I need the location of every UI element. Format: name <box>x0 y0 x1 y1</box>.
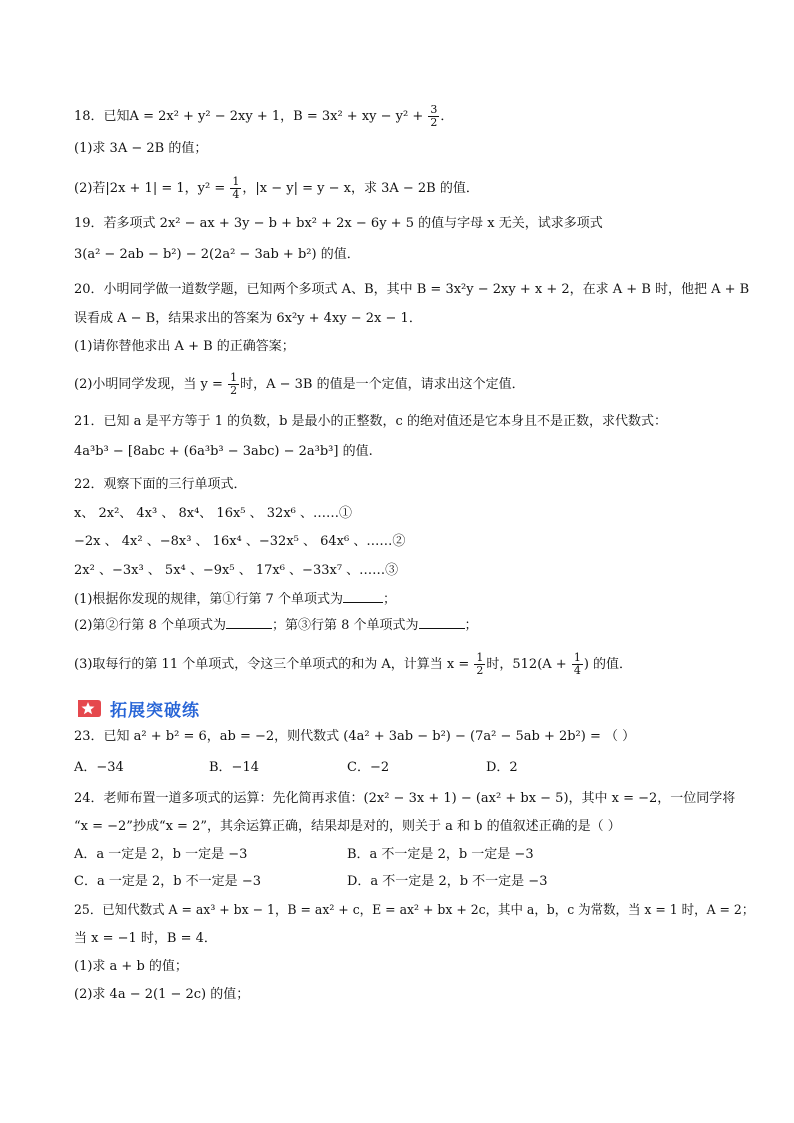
q22-part3-fraction2 <box>572 652 583 677</box>
q24-option-b: B．a 不一定是 2，b 一定是 −3 <box>347 847 534 862</box>
q23-stem: 23．已知 a² + b² = 6，ab = −2，则代数式 (4a² + 3ab − b²) − (7a² − 5ab + 2b²) = （ ） <box>74 729 636 744</box>
q23-option-d: D．2 <box>486 760 518 775</box>
q25-line1: 25．已知代数式 A = ax³ + bx − 1，B = ax² + c，E = ax² + bx + 2c，其中 a，b，c 为常数，当 x = 1 时，A = 2； <box>74 903 755 918</box>
q22-part2-a: (2)第②行第 8 个单项式为 <box>74 618 226 633</box>
section-title: 拓展突破练 <box>110 700 200 721</box>
q25-part2: (2)求 4a − 2(1 − 2c) 的值； <box>74 987 250 1002</box>
q22-part3-b: 时，512(A + <box>486 657 571 672</box>
q20-line2: 误看成 A − B，结果求出的答案为 6x²y + 4xy − 2x − 1． <box>74 311 422 326</box>
q22-line1: 22．观察下面的三行单项式． <box>74 477 247 492</box>
q18-part2 <box>74 176 479 201</box>
q25-line2: 当 x = −1 时，B = 4． <box>74 931 217 946</box>
q21-line1: 21．已知 a 是平方等于 1 的负数，b 是最小的正整数，c 的绝对值还是它本身且不是正数，求代数式： <box>74 414 667 429</box>
star-badge-icon <box>76 698 102 718</box>
q22-part3-frac1-num: 1 <box>476 651 484 664</box>
q19-line2: 3(a² − 2ab − b²) − 2(2a² − 3ab + b²) 的值． <box>74 247 360 262</box>
q20-part2-frac-den: 2 <box>230 384 238 397</box>
q22-part3-fraction1 <box>474 652 485 677</box>
q22-row3: 2x² 、−3x³ 、 5x⁴ 、−9x⁵ 、 17x⁶ 、−33x⁷ 、……③ <box>74 563 399 578</box>
section-header <box>76 696 200 720</box>
q20-part2-b: 时，A − 3B 的值是一个定值，请求出这个定值． <box>240 377 525 392</box>
q24-option-c: C．a 一定是 2，b 不一定是 −3 <box>74 874 261 889</box>
q22-part3-frac2-num: 1 <box>573 651 581 664</box>
q18-part2-frac-den: 4 <box>232 188 240 201</box>
q20-part2 <box>74 372 525 397</box>
q18-stem <box>74 104 453 129</box>
q22-row2: −2x 、 4x² 、−8x³ 、 16x⁴ 、−32x⁵ 、 64x⁶ 、……② <box>74 534 406 549</box>
q25-part1: (1)求 a + b 的值； <box>74 959 188 974</box>
q18-frac-den: 2 <box>430 116 438 129</box>
q22-part3-c: ) 的值． <box>583 657 633 672</box>
q18-part2-frac-num: 1 <box>232 175 240 188</box>
q18-fraction <box>428 104 439 129</box>
q18-part2-a: (2)若|2x + 1| = 1，y² = <box>74 181 230 196</box>
q18-frac-num: 3 <box>430 103 438 116</box>
q22-part2-end: ； <box>464 618 478 633</box>
q18-part2-b: ，|x − y| = y − x，求 3A − 2B 的值． <box>242 181 479 196</box>
q22-part1-text: (1)根据你发现的规律，第①行第 7 个单项式为 <box>74 592 343 607</box>
q24-line1: 24．老师布置一道多项式的运算：先化简再求值：(2x² − 3x + 1) − (ax² + bx − 5)，其中 x = −2，一位同学将 <box>74 791 736 806</box>
q20-line1: 20．小明同学做一道数学题，已知两个多项式 A、B，其中 B = 3x²y − 2xy + x + 2，在求 A + B 时，他把 A + B <box>74 282 750 297</box>
q20-part2-fraction <box>228 372 239 397</box>
q18-stem-text: 18．已知A = 2x² + y² − 2xy + 1，B = 3x² + xy − y² + <box>74 109 428 124</box>
q22-row1: x、 2x²、 4x³ 、 8x⁴、 16x⁵ 、 32x⁶ 、……① <box>74 506 353 521</box>
q21-line2: 4a³b³ − [8abc + (6a³b³ − 3abc) − 2a³b³] 的值. <box>74 444 373 459</box>
q22-part3 <box>74 652 632 677</box>
q22-part2-blank2 <box>419 616 465 629</box>
q20-part2-a: (2)小明同学发现，当 y = <box>74 377 228 392</box>
q22-part2 <box>74 616 478 635</box>
q23-option-b: B．−14 <box>209 760 259 775</box>
q19-line1: 19．若多项式 2x² − ax + 3y − b + bx² + 2x − 6y + 5 的值与字母 x 无关，试求多项式 <box>74 216 603 231</box>
q20-part1: (1)请你替他求出 A + B 的正确答案； <box>74 339 295 354</box>
q18-part1: (1)求 3A − 2B 的值； <box>74 141 208 156</box>
q22-part2-blank1 <box>226 616 272 629</box>
q22-part3-frac2-den: 4 <box>573 664 581 677</box>
q18-part2-fraction <box>230 176 241 201</box>
q22-part3-a: (3)取每行的第 11 个单项式，令这三个单项式的和为 A，计算当 x = <box>74 657 474 672</box>
q24-option-a: A．a 一定是 2，b 一定是 −3 <box>74 847 248 862</box>
q20-part2-frac-num: 1 <box>230 371 238 384</box>
q22-part1 <box>74 590 396 609</box>
q22-part3-frac1-den: 2 <box>476 664 484 677</box>
q22-part2-b: ；第③行第 8 个单项式为 <box>271 618 419 633</box>
q22-part1-end: ； <box>382 592 396 607</box>
q18-stem-end: ． <box>440 109 454 124</box>
q23-option-a: A．−34 <box>74 760 124 775</box>
q24-line2: “x = −2”抄成“x = 2”，其余运算正确，结果却是对的，则关于 a 和 b 的值叙述正确的是（ ） <box>74 819 621 834</box>
q22-part1-blank <box>343 590 383 603</box>
q24-option-d: D．a 不一定是 2，b 不一定是 −3 <box>347 874 548 889</box>
q23-option-c: C．−2 <box>347 760 390 775</box>
